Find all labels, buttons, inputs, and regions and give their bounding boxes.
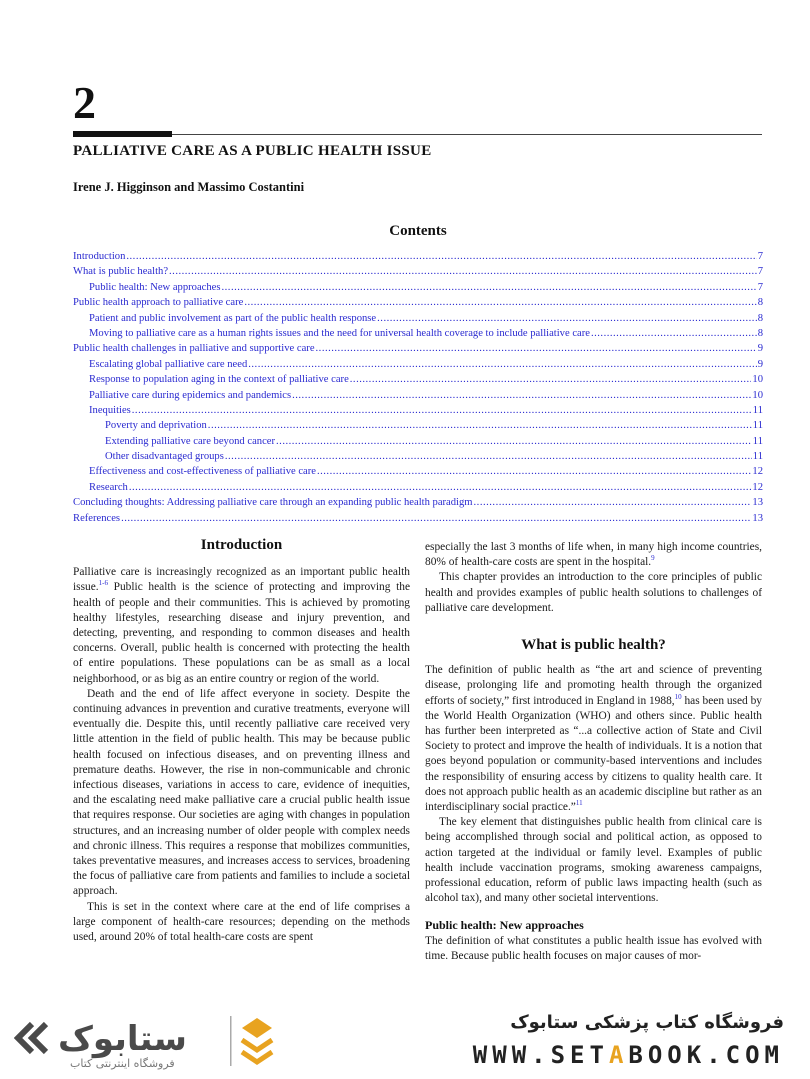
shop-url[interactable]: WWW.SETABOOK.COM (472, 1041, 784, 1069)
toc-entry[interactable]: Extending palliative care beyond cancer ..... 11 (73, 436, 763, 451)
intro-paragraph-1: Palliative care is increasingly recognized as an important public health issue.$^{1-6}$ Public health is the science of protecting and improving the health of people and their communities. This is achieved by promoting healthy lifestyles, researching disease and injury prevention, and detecting, preventing, and responding to common diseases and health concerns. Overall, public health is concerned with protecting the health of entire populations. These populations can be as small as a local neighborhood, or as big as an entire country or region of the world. (73, 566, 410, 685)
citation-ref[interactable]: 10 (674, 692, 682, 701)
right-paragraph-3: The definition of public health as “the art and science of preventing disease, prolonging life and promoting health through the organized efforts of society,” first introduced in England in 1988,10 has been used by the World Health Organization (WHO) and others since. Public health has further been interpreted as “...a collective action of State and Civil Society to protect and improve the health of individuals. It is a notion that goes beyond population or community-based interventions and includes the responsibility of ensuring access by citizens to quality health care. It does not approach public health as an academic discipline but rather as an interdisciplinary social practice.”$^{11}$ (425, 664, 762, 814)
toc-entry[interactable]: References ..... 13 (73, 513, 763, 528)
table-of-contents (73, 251, 763, 528)
chapter-number: 2 (73, 77, 96, 128)
toc-entry[interactable]: What is public health? ..... 7 (73, 266, 763, 281)
chapter-title: PALLIATIVE CARE AS A PUBLIC HEALTH ISSUE (73, 143, 432, 159)
left-column (73, 538, 410, 993)
book-stack-icon (242, 1018, 272, 1038)
toc-entry[interactable]: Introduction ..... 7 (73, 251, 763, 266)
logo-subtitle: فروشگاه اینترنتی کتاب (70, 1057, 175, 1070)
toc-entry[interactable]: Public health challenges in palliative and supportive care ..... 9 (73, 343, 763, 358)
logo-wordmark: ستابوک (58, 1019, 187, 1059)
logo-divider (230, 1016, 232, 1066)
chapter-rule-thick (73, 131, 172, 137)
toc-entry[interactable]: Concluding thoughts: Addressing palliative care through an expanding public health paradigm ..... 13 (73, 497, 763, 512)
toc-entry[interactable]: Moving to palliative care as a human rights issues and the need for universal health coverage to include palliative care ..... 8 (73, 328, 763, 343)
citation-ref[interactable]: 11 (575, 799, 583, 808)
what-is-public-health-heading: What is public health? (521, 637, 666, 654)
toc-entry[interactable]: Inequities ..... 11 (73, 405, 763, 420)
toc-entry[interactable]: Patient and public involvement as part of the public health response ..... 8 (73, 313, 763, 328)
citation-ref[interactable]: 9 (651, 554, 655, 563)
toc-entry[interactable]: Public health: New approaches ..... 7 (73, 282, 763, 297)
chevron-left-icon (32, 1024, 46, 1052)
citation-ref[interactable]: 1-6 (98, 579, 108, 588)
intro-paragraph-2: Death and the end of life affect everyone in society. Despite the continuing advances in prevention and curative treatments, everyone will eventually die. Despite this, until recently palliative care received very little attention in the field of public health. This may be because public health focused on infectious diseases, and on preventing illness and premature deaths. However, the rise in non-communicable and chronic infectious diseases, variations in access to care, evidence of inequities, and the escalating need make palliative care a crucial public health issue that requires response. Our societies are aging with changes in population structures, and an increasing number of older people with complex needs and chronic illness. This requires a response that mobilizes communities, takes preventative measures, and increases access to services, broadening the focus of palliative care from patients and families to include a societal approach. (73, 687, 410, 898)
right-paragraph-4: The key element that distinguishes public health from clinical care is being accomplished through social and political action, as opposed to action targeted at the individual or family level. Examples of public health include vaccination programs, smoking awareness campaigns, professional education, reform of public laws impacting health (such as alcohol tax), and many other societal interventions. (425, 816, 762, 905)
right-paragraph-1: especially the last 3 months of life when, in many high income countries, 80% of health-care costs are spent in the hospital.$^9$ (425, 541, 762, 569)
toc-entry[interactable]: Palliative care during epidemics and pandemics ..... 10 (73, 390, 763, 405)
toc-entry[interactable]: Response to population aging in the context of palliative care ..... 10 (73, 374, 763, 389)
intro-paragraph-3: This is set in the context where care at the end of life comprises a large component of health-care resources; depending on the methods used, around 20% of total health-care costs are spent (73, 900, 410, 944)
right-paragraph-5: The definition of what constitutes a public health issue has evolved with time. Because public health focuses on major causes of mor- (425, 934, 762, 962)
toc-entry[interactable]: Poverty and deprivation ..... 11 (73, 420, 763, 435)
contents-heading: Contents (389, 223, 447, 239)
right-paragraph-2: This chapter provides an introduction to the core principles of public health and provides examples of public health solutions to challenges of palliative care development. (425, 571, 762, 614)
right-column (425, 540, 762, 993)
introduction-heading: Introduction (200, 538, 283, 553)
new-approaches-subheading: Public health: New approaches (425, 918, 584, 933)
toc-entry[interactable]: Escalating global palliative care need ..... 9 (73, 359, 763, 374)
toc-entry[interactable]: Effectiveness and cost-effectiveness of palliative care ..... 12 (73, 466, 763, 481)
shop-name: فروشگاه کتاب پزشکی ستابوک (510, 1012, 784, 1033)
toc-entry[interactable]: Public health approach to palliative care ..... 8 (73, 297, 763, 312)
toc-entry[interactable]: Other disadvantaged groups ..... 11 (73, 451, 763, 466)
chapter-rule-thin (172, 134, 762, 135)
toc-entry[interactable]: Research ..... 12 (73, 482, 763, 497)
chapter-authors: Irene J. Higginson and Massimo Costantini (73, 180, 305, 194)
